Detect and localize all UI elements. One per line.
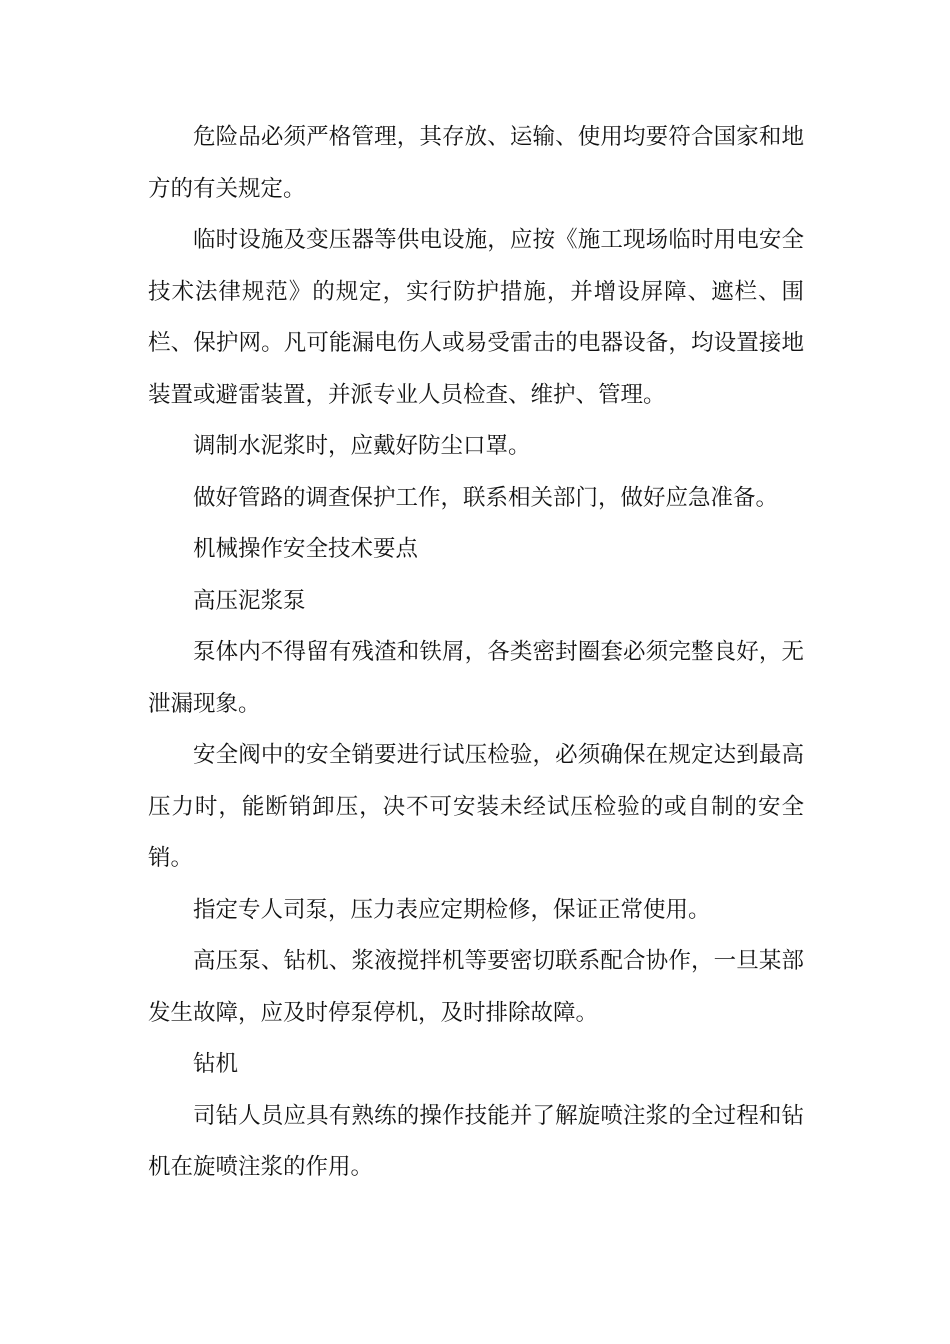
paragraph-dust-mask: 调制水泥浆时，应戴好防尘口罩。	[193, 433, 531, 459]
paragraph-pump-body: 泵体内不得留有残渣和铁屑，各类密封圈套必须完整良好，无泄漏现象。	[148, 639, 804, 717]
paragraph-pipeline-protection: 做好管路的调查保护工作，联系相关部门，做好应急准备。	[193, 484, 779, 511]
subheading-drilling-rig: 钻机	[193, 1051, 239, 1077]
paragraph-temporary-power: 临时设施及变压器等供电设施，应按《施工现场临时用电安全技术法律规范》的规定，实行防护措施，并增设屏障、遮栏、围栏、保护网。凡可能漏电伤人或易受雷击的电器设备，均设置接地装置或避雷装置，并派专业人员检查、维护、管理。	[148, 227, 804, 408]
paragraph-coordination: 高压泵、钻机、浆液搅拌机等要密切联系配合协作，一旦某部发生故障，应及时停泵停机，及时排除故障。	[148, 948, 804, 1026]
paragraph-pump-operator: 指定专人司泵，压力表应定期检修，保证正常使用。	[193, 896, 711, 923]
paragraph-safety-valve: 安全阀中的安全销要进行试压检验，必须确保在规定达到最高压力时，能断销卸压，决不可安装未经试压检验的或自制的安全销。	[148, 742, 804, 871]
subheading-high-pressure-pump: 高压泥浆泵	[193, 587, 306, 614]
paragraph-drill-operator: 司钻人员应具有熟练的操作技能并了解旋喷注浆的全过程和钻机在旋喷注浆的作用。	[148, 1102, 804, 1180]
section-heading-machinery-safety: 机械操作安全技术要点	[193, 536, 419, 562]
paragraph-hazardous-materials: 危险品必须严格管理，其存放、运输、使用均要符合国家和地方的有关规定。	[148, 124, 804, 202]
document-body	[148, 112, 804, 1194]
